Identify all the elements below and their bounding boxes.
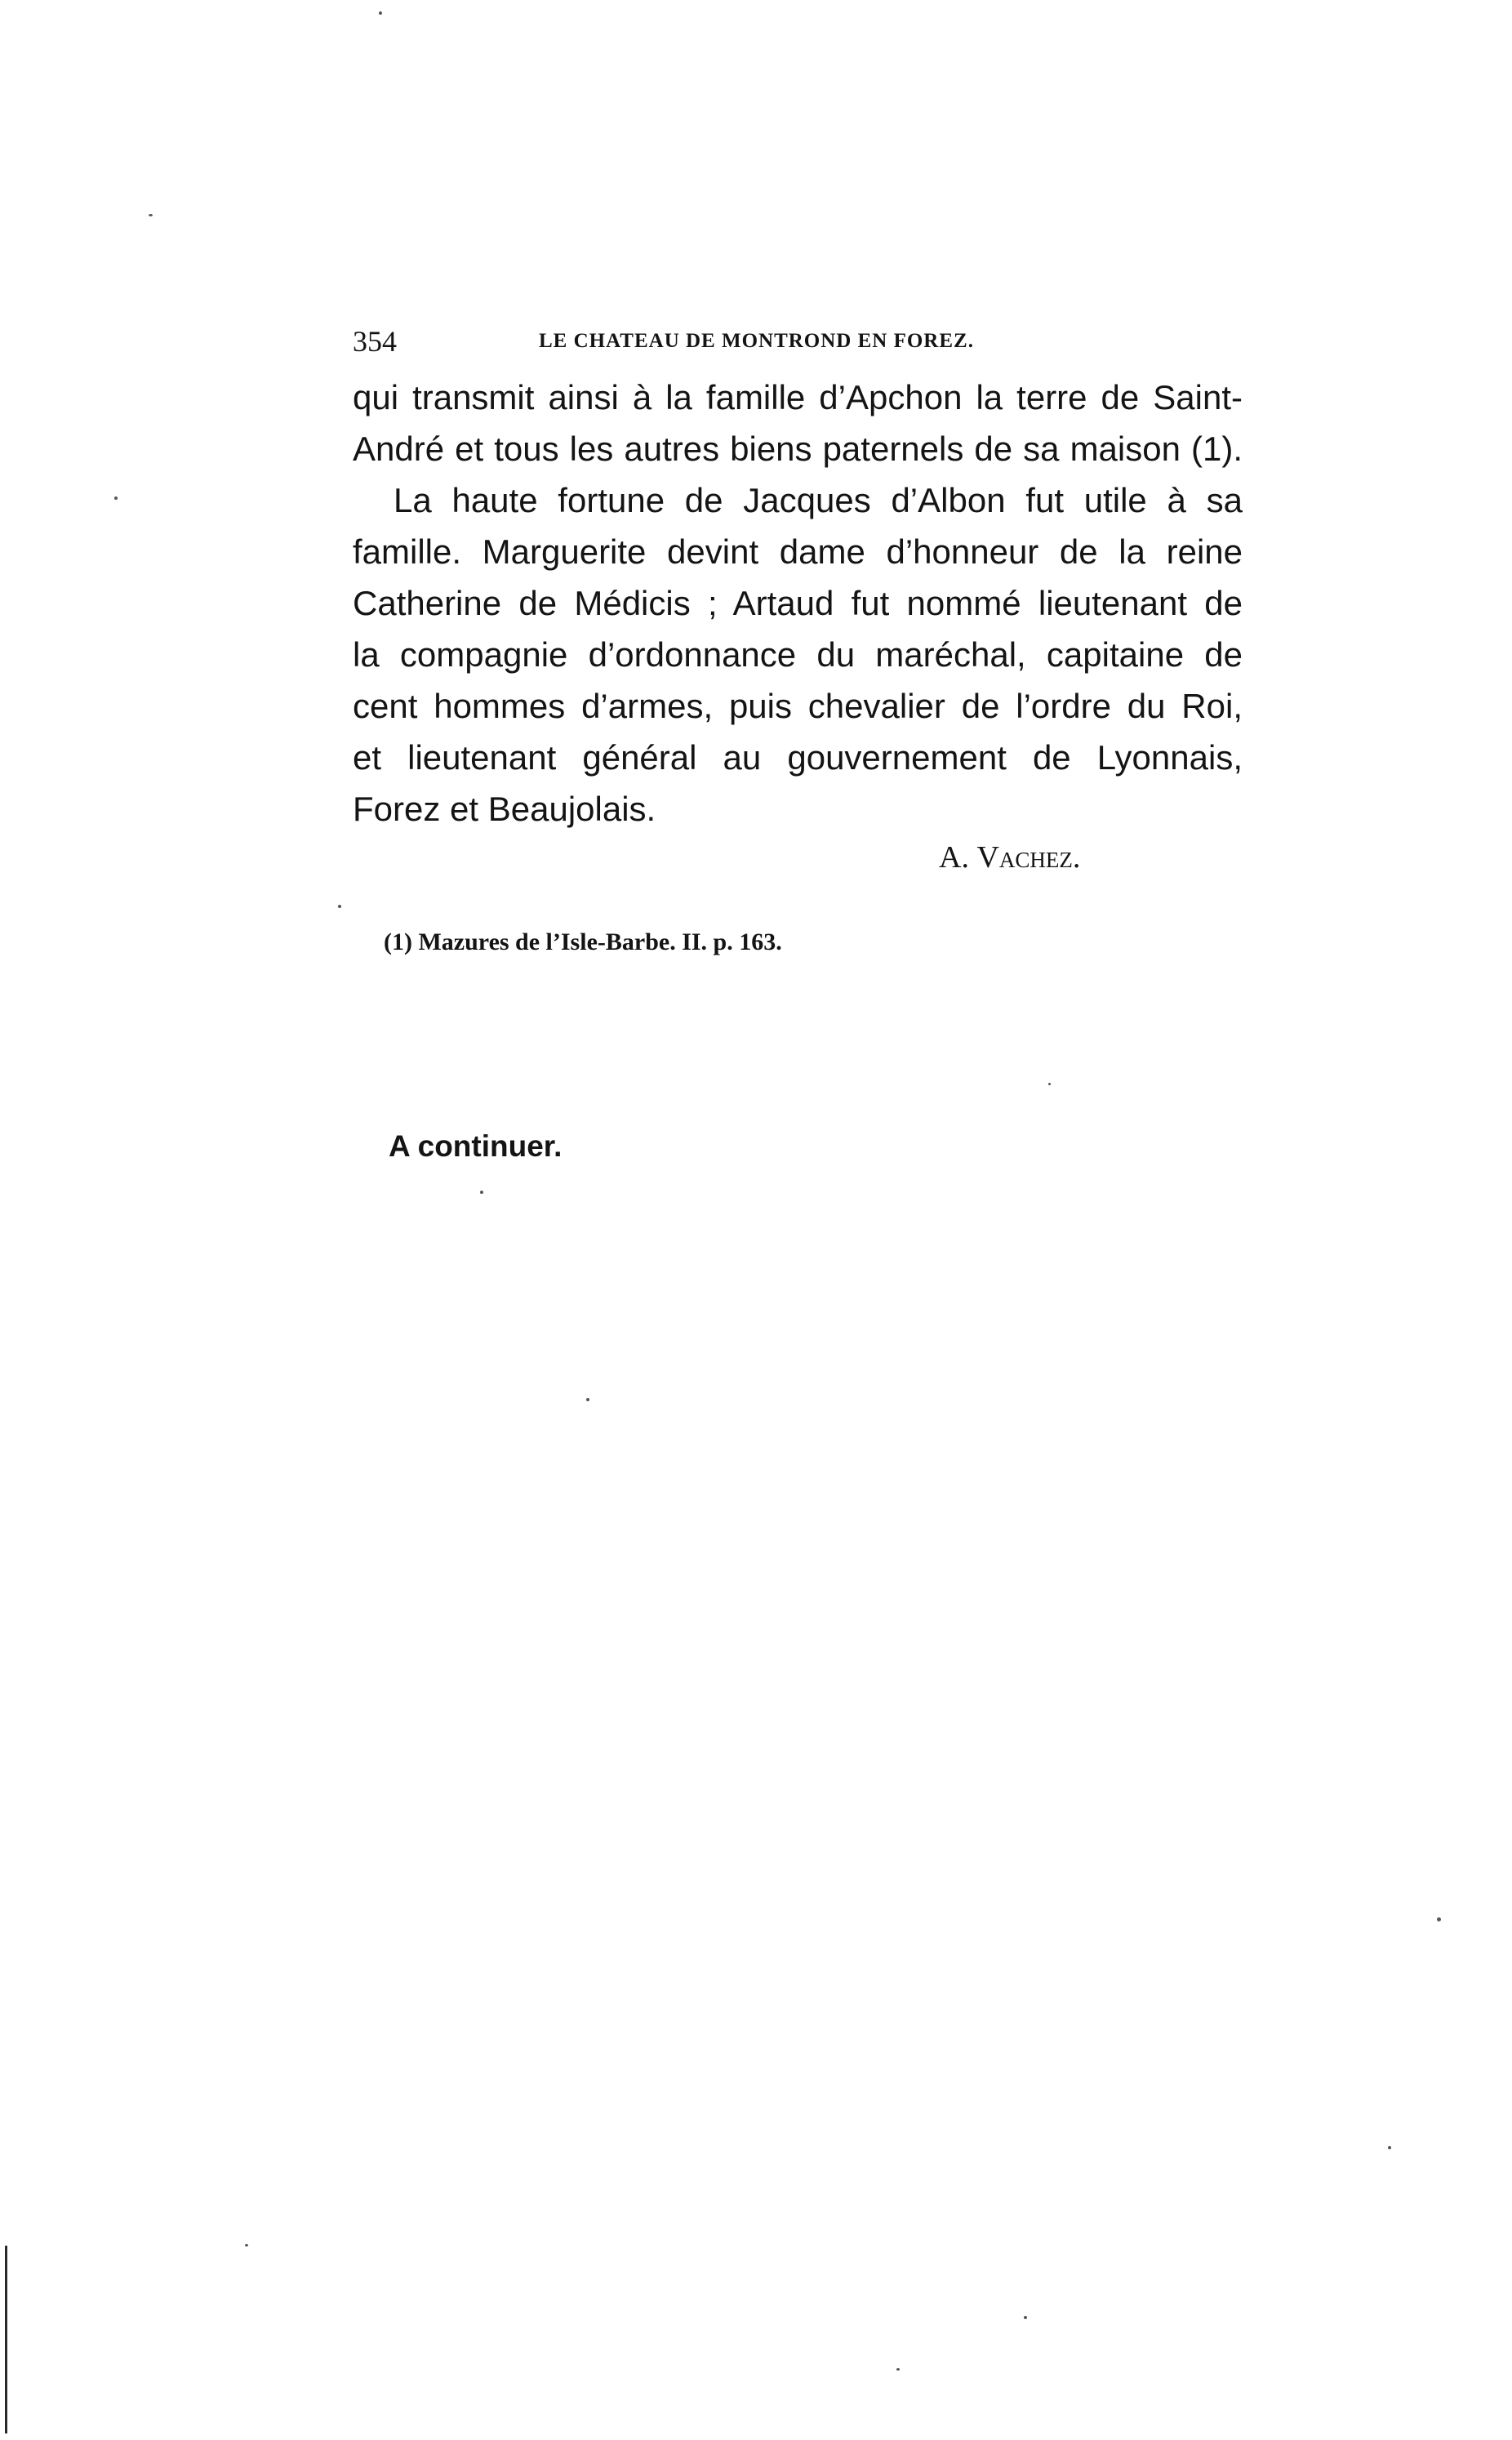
scan-speck — [379, 11, 382, 15]
body-line: famille. Marguerite devint dame d’honneur de la reine — [353, 532, 1243, 571]
body-line: et lieutenant général au gouvernement de Lyonnais, — [353, 738, 1243, 777]
scan-speck — [245, 2244, 248, 2246]
scan-speck — [480, 1191, 483, 1194]
continuation-note: A continuer. — [389, 1129, 563, 1163]
page-number: 354 — [353, 325, 397, 358]
footnote: (1) Mazures de l’Isle-Barbe. II. p. 163. — [384, 928, 782, 955]
scan-speck — [149, 214, 153, 216]
body-line: André et tous les autres biens paternels de sa maison (1). — [353, 430, 1243, 468]
body-line: Forez et Beaujolais. — [353, 790, 656, 828]
body-line: qui transmit ainsi à la famille d’Apchon la terre de Saint- — [353, 378, 1243, 416]
body-paragraphs — [353, 372, 1243, 835]
scan-speck — [114, 496, 118, 500]
page-header — [353, 322, 1247, 361]
scan-speck — [1437, 1917, 1441, 1921]
signature-surname: Vachez. — [976, 840, 1081, 875]
scan-speck — [896, 2368, 900, 2371]
body-line: cent hommes d’armes, puis chevalier de l’ordre du Roi, — [353, 687, 1243, 725]
scan-speck — [1388, 2146, 1391, 2149]
author-signature — [939, 835, 1080, 880]
body-line: Catherine de Médicis ; Artaud fut nommé lieutenant de — [353, 584, 1243, 622]
scan-edge-line — [5, 2246, 7, 2433]
signature-initial: A. — [939, 840, 969, 875]
scan-speck — [586, 1398, 589, 1401]
scan-speck — [338, 905, 341, 908]
body-line: la compagnie d’ordonnance du maréchal, capitaine de — [353, 635, 1243, 674]
scan-speck — [1048, 1083, 1051, 1085]
body-line: La haute fortune de Jacques d’Albon fut utile à sa — [394, 481, 1243, 519]
scan-speck — [1024, 2316, 1027, 2319]
running-title: LE CHATEAU DE MONTROND EN FOREZ. — [539, 330, 974, 352]
